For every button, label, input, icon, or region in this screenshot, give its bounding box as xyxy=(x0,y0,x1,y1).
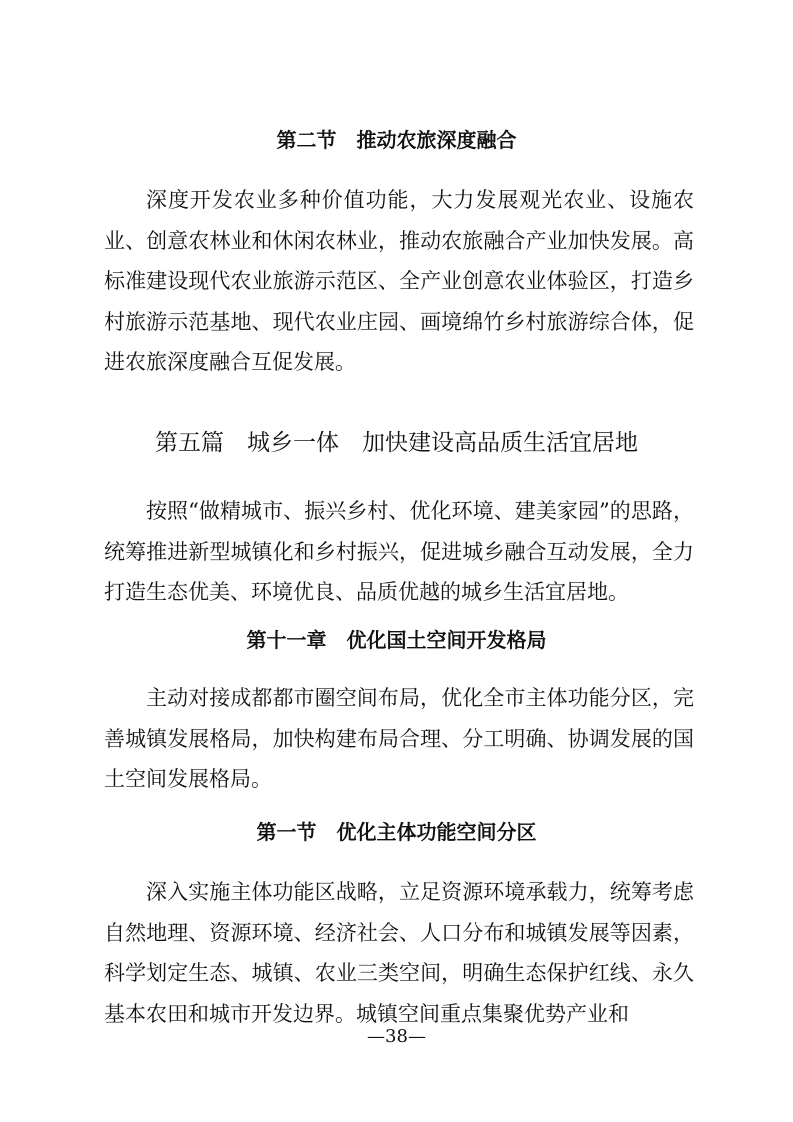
chapter-11-body xyxy=(104,678,694,800)
page-number: —38— xyxy=(367,1026,426,1047)
section-1-paragraph: 深入实施主体功能区战略，立足资源环境承载力，统筹考虑自然地理、资源环境、经济社会、人口分布和城镇发展等因素，科学划定生态、城镇、农业三类空间，明确生态保护红线、永久基本农田和城市开发边界。城镇空间重点集聚优势产业和 xyxy=(104,880,694,1026)
chapter-11-paragraph: 主动对接成都都市圈空间布局，优化全市主体功能分区，完善城镇发展格局，加快构建布局合理、分工明确、协调发展的国土空间发展格局。 xyxy=(104,686,694,791)
part-5-paragraph: 按照“做精城市、振兴乡村、优化环境、建美家园”的思路，统筹推进新型城镇化和乡村振兴，促进城乡融合互动发展，全力打造生态优美、环境优良、品质优越的城乡生活宜居地。 xyxy=(104,499,694,604)
section-1-body xyxy=(104,872,694,1034)
section-heading-2: 第二节 推动农旅深度融合 xyxy=(276,128,517,152)
part-5-body xyxy=(104,491,694,613)
chapter-heading-11: 第十一章 优化国土空间开发格局 xyxy=(246,628,547,652)
section-2-body xyxy=(104,180,694,383)
part-heading-5: 第五篇 城乡一体 加快建设高品质生活宜居地 xyxy=(155,430,638,456)
section-heading-1: 第一节 优化主体功能空间分区 xyxy=(256,820,537,844)
section-2-paragraph: 深度开发农业多种价值功能，大力发展观光农业、设施农业、创意农林业和休闲农林业，推动农旅融合产业加快发展。高标准建设现代农业旅游示范区、全产业创意农业体验区，打造乡村旅游示范基地、现代农业庄园、画境绵竹乡村旅游综合体，促进农旅深度融合互促发展。 xyxy=(104,188,694,374)
